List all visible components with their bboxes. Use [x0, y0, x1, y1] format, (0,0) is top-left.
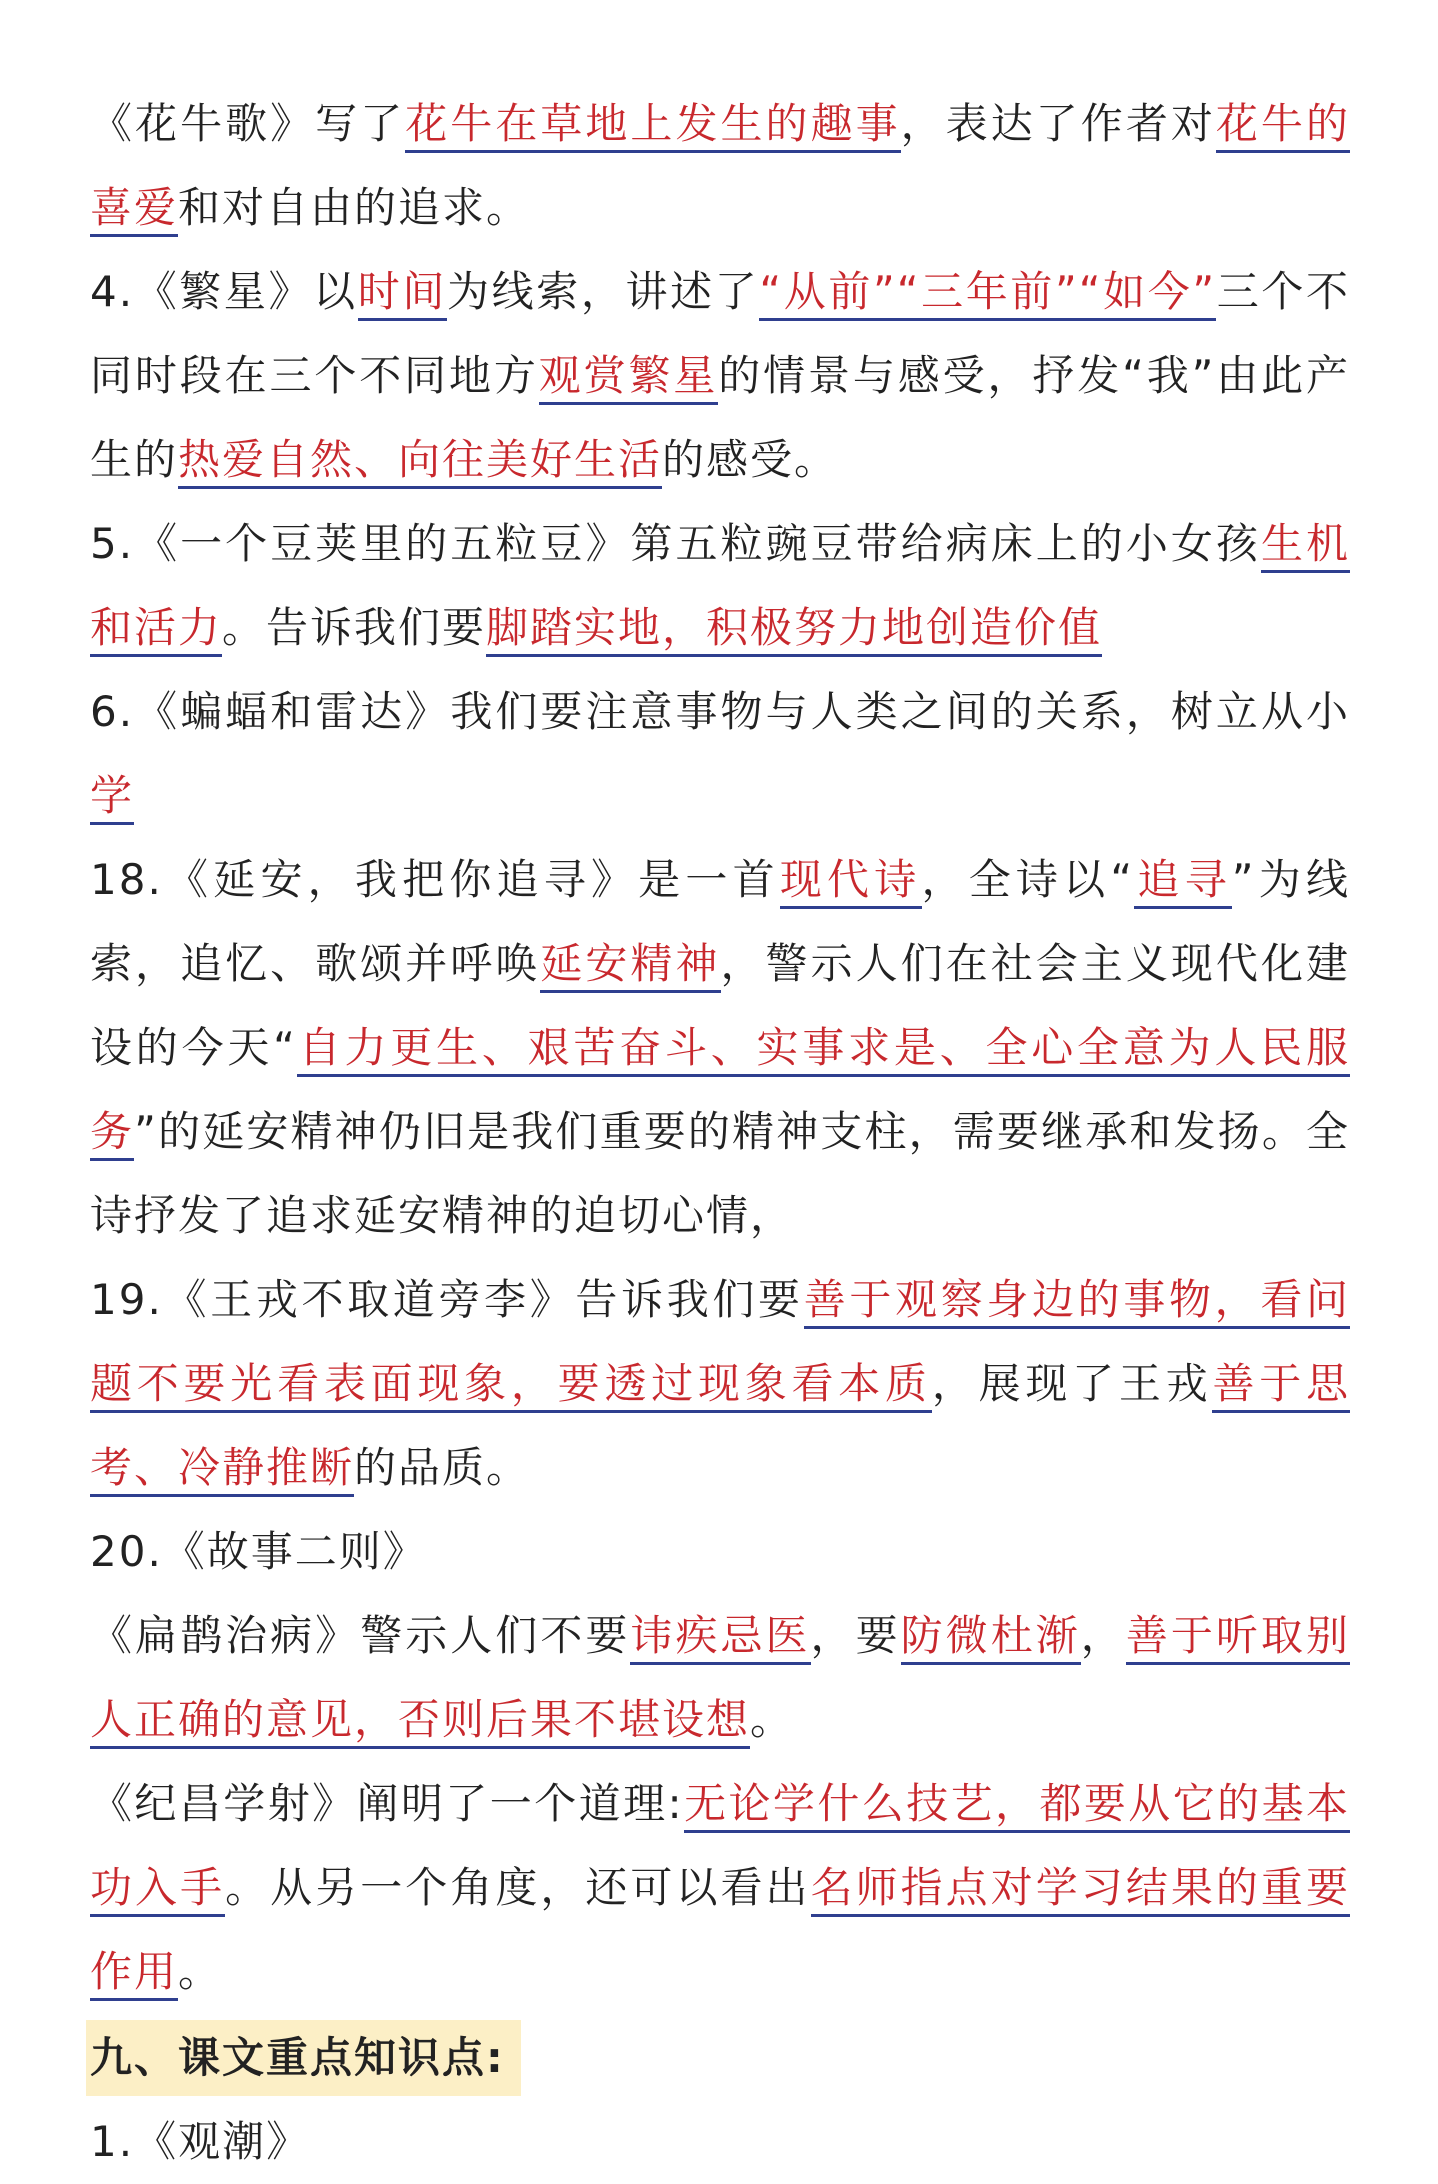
highlighted-phrase: 延安精神 [540, 939, 720, 993]
paragraph-text: 。 [750, 1695, 795, 1744]
paragraph-text: 6.《蝙蝠和雷达》我们要注意事物与人类之间的关系，树立从小 [90, 687, 1350, 736]
paragraph-text: ，全诗以“ [921, 855, 1135, 904]
section-heading [90, 2014, 1350, 2100]
highlighted-phrase: 无论学什么技艺，都要从它的基本功入手 [90, 1779, 1350, 1917]
list-item-guanchao: 1.《观潮》 [90, 2117, 311, 2166]
paragraph-text: 《花牛歌》写了 [90, 99, 406, 148]
paragraph-text: ，展现了王戎 [931, 1359, 1213, 1408]
paragraph-text: 。 [178, 1947, 223, 1996]
highlighted-phrase: 名师指点对学习结果的重要作用 [90, 1863, 1350, 2001]
paragraph-text: ，表达了作者对 [900, 99, 1216, 148]
paragraph-wangrong [90, 1258, 1350, 1510]
paragraph-text: 20.《故事二则》 [90, 1527, 427, 1576]
paragraph-text: 和对自由的追求。 [178, 183, 531, 232]
paragraph-text: ， [1080, 1611, 1126, 1660]
paragraph-text: 5.《一个豆荚里的五粒豆》第五粒豌豆带给病床上的小女孩 [90, 519, 1261, 568]
paragraph-text: 。从另一个角度，还可以看出 [225, 1863, 811, 1912]
paragraph-text: 《扁鹊治病》警示人们不要 [90, 1611, 631, 1660]
paragraph-fanxing [90, 250, 1350, 502]
paragraph-text: ，要 [810, 1611, 901, 1660]
paragraph-text: 《纪昌学射》阐明了一个道理: [90, 1779, 684, 1828]
paragraph-gushi [90, 1510, 1350, 1594]
highlighted-phrase: 现代诗 [780, 855, 922, 909]
paragraph-text: ，警示人们在社会主义现代化建设的今天“ [90, 939, 1350, 1072]
highlighted-phrase: “从前”“三年前”“如今” [759, 267, 1216, 321]
paragraph-text: 4.《繁星》以 [90, 267, 358, 316]
paragraph-bianfu [90, 670, 1350, 838]
paragraph-text: ”的延安精神仍旧是我们重要的精神支柱，需要继承和发扬。全诗抒发了追求延安精神的迫切心情， [90, 1107, 1350, 1240]
paragraph-jichang [90, 1762, 1350, 2014]
paragraph-wandou [90, 502, 1350, 670]
paragraph-text: 的品质。 [354, 1443, 531, 1492]
document-page [90, 82, 1350, 2184]
paragraph-text: 为线索，讲述了 [447, 267, 760, 316]
paragraph-bianque [90, 1594, 1350, 1762]
highlighted-phrase: 讳疾忌医 [630, 1611, 810, 1665]
paragraph-text: 。告诉我们要 [222, 603, 487, 652]
highlighted-phrase: 生机和活力 [90, 519, 1350, 657]
highlighted-phrase: 花牛的喜爱 [90, 99, 1350, 237]
paragraph-text: 19.《王戎不取道旁李》告诉我们要 [90, 1275, 804, 1324]
paragraph-text: ”为线索，追忆、歌颂并呼唤 [90, 855, 1350, 988]
highlighted-phrase: 自力更生、艰苦奋斗、实事求是、全心全意为人民服务 [90, 1023, 1350, 1161]
highlighted-phrase: 热爱自然、向往美好生活 [178, 435, 662, 489]
paragraph-list [90, 82, 1350, 2014]
paragraph-text: 三个不同时段在三个不同地方 [90, 267, 1350, 400]
paragraph-yanan [90, 838, 1350, 1258]
paragraph-huaniu [90, 82, 1350, 250]
highlighted-phrase: 善于观察身边的事物，看问题不要光看表面现象，要透过现象看本质 [90, 1275, 1350, 1413]
highlighted-phrase: 观赏繁星 [539, 351, 719, 405]
highlighted-phrase: 防微杜渐 [901, 1611, 1081, 1665]
highlighted-phrase: 花牛在草地上发生的趣事 [405, 99, 900, 153]
paragraph-text: 18.《延安，我把你追寻》是一首 [90, 855, 780, 904]
highlighted-phrase: 追寻 [1134, 855, 1232, 909]
paragraph-text: 的情景与感受，抒发“我”由此产生的 [90, 351, 1350, 484]
section-title: 九、课文重点知识点: [86, 2020, 521, 2096]
paragraph-text: 的感受。 [662, 435, 839, 484]
highlighted-phrase: 善于思考、冷静推断 [90, 1359, 1350, 1497]
highlighted-phrase: 脚踏实地，积极努力地创造价值 [486, 603, 1102, 657]
highlighted-phrase: 时间 [358, 267, 447, 321]
highlighted-phrase: 学 [90, 771, 134, 825]
highlighted-phrase: 善于听取别人正确的意见，否则后果不堪设想 [90, 1611, 1350, 1749]
